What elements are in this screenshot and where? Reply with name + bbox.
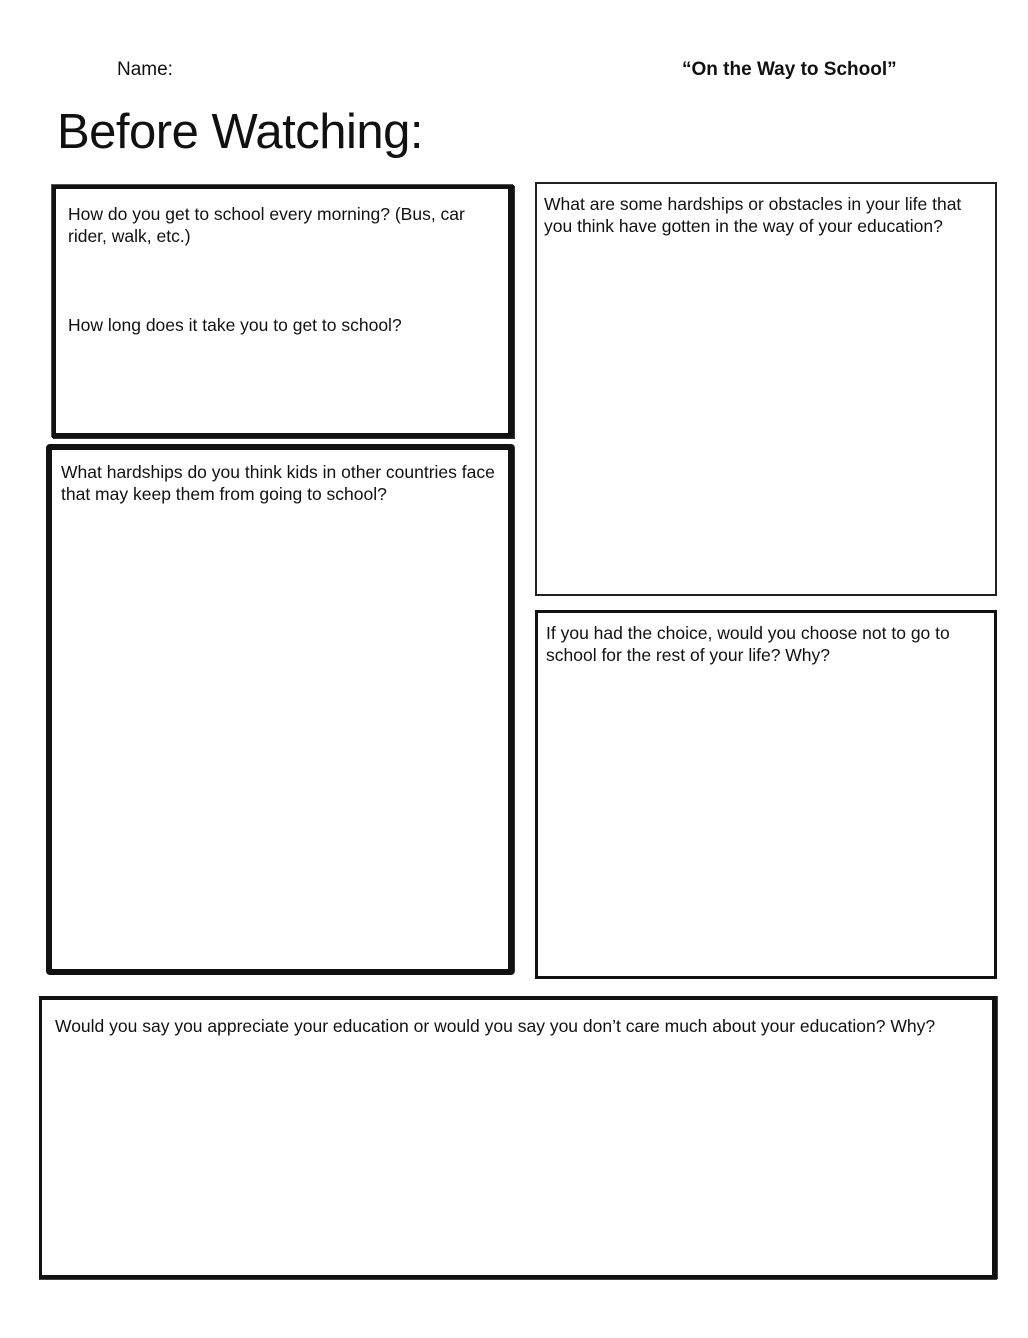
- appreciate-answer-box[interactable]: [39, 996, 997, 1279]
- question-choice: If you had the choice, would you choose not to go to school for the rest of your life? Why?: [546, 623, 950, 665]
- question-commute-time: How long does it take you to get to school?: [68, 315, 402, 335]
- section-title: Before Watching:: [57, 105, 424, 159]
- film-title: “On the Way to School”: [682, 59, 897, 80]
- hardships-other-answer-box[interactable]: [46, 444, 514, 975]
- question-hardships-own: What are some hardships or obstacles in your life that you think have gotten in the way of your education?: [544, 194, 962, 236]
- name-label: Name:: [117, 59, 173, 80]
- question-appreciate: Would you say you appreciate your education or would you say you don’t care much about your education? Why?: [55, 1016, 936, 1036]
- choice-answer-box[interactable]: [535, 610, 997, 979]
- question-hardships-other: What hardships do you think kids in other countries face that may keep them from going to school?: [61, 462, 495, 504]
- question-commute-how: How do you get to school every morning? (Bus, car rider, walk, etc.): [68, 204, 465, 246]
- commute-answer-box[interactable]: [52, 185, 514, 438]
- hardships-own-answer-box[interactable]: [535, 182, 997, 596]
